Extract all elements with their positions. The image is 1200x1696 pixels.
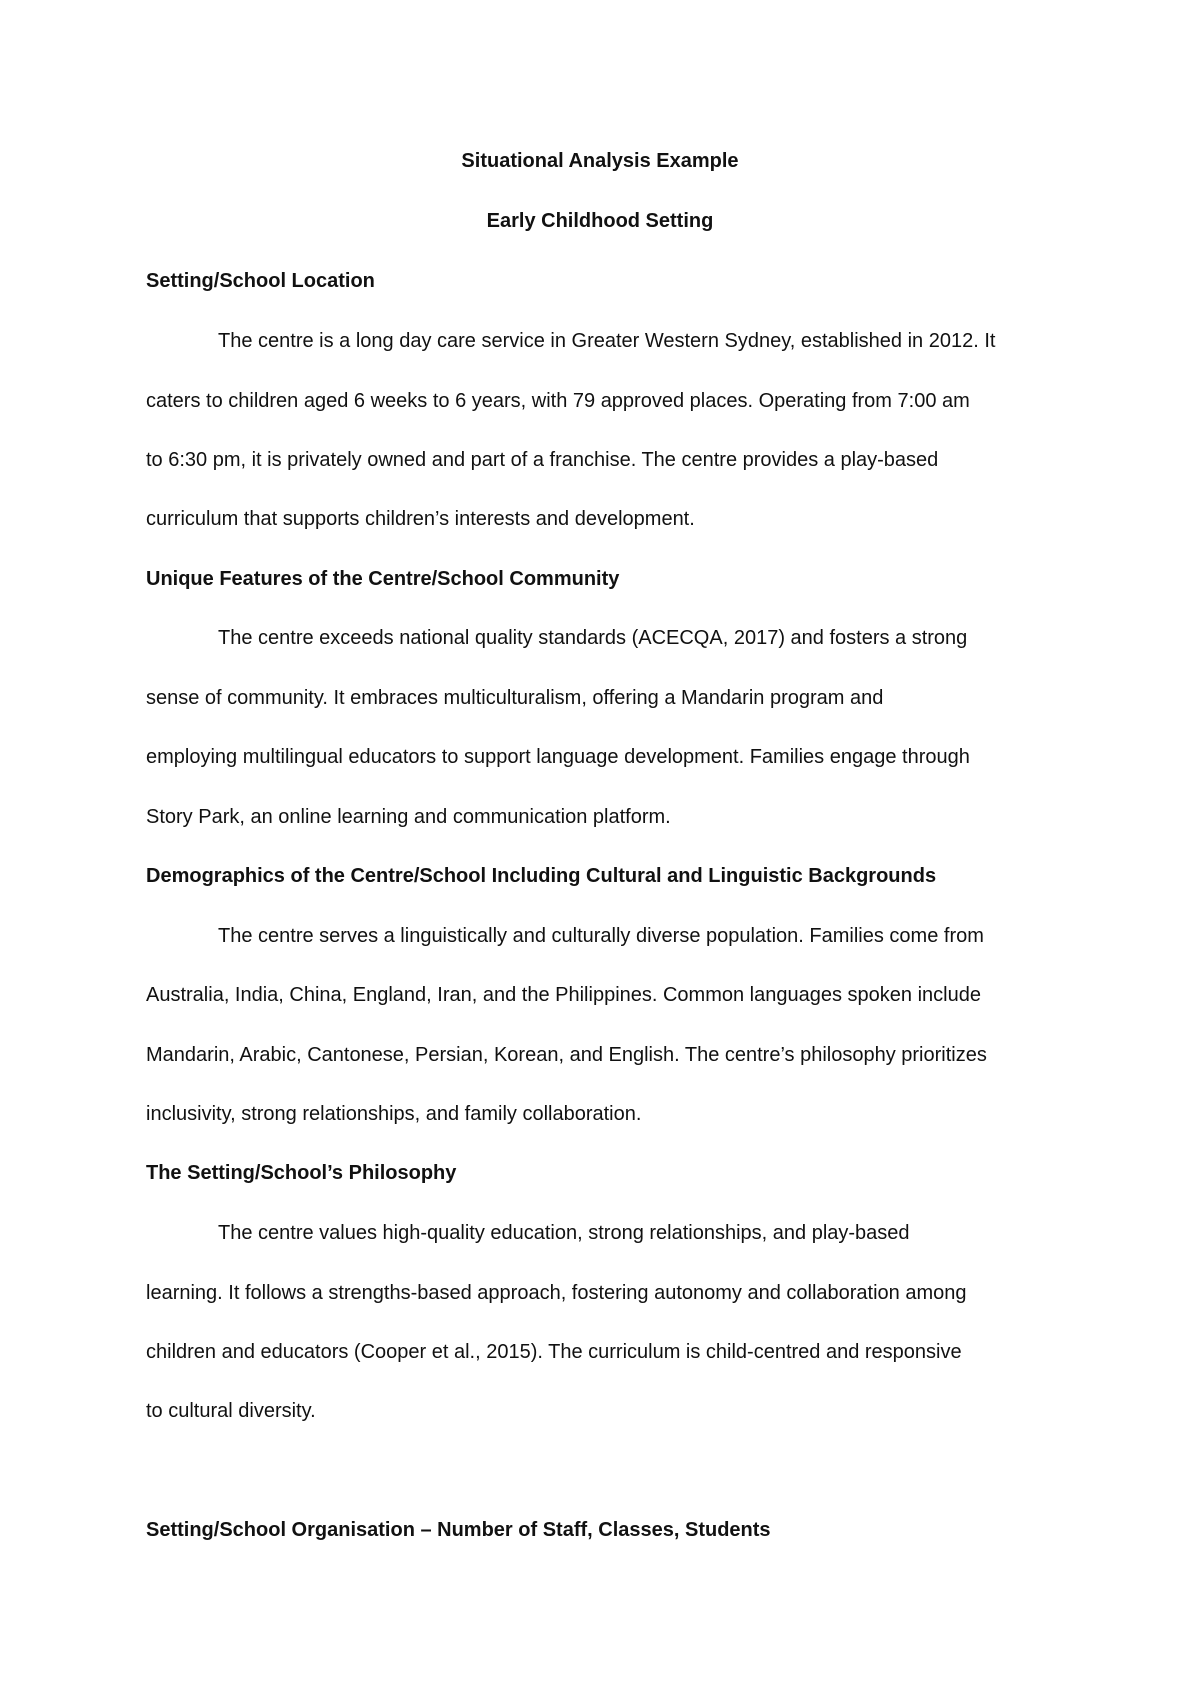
- paragraph-line: inclusivity, strong relationships, and family collaboration.: [146, 1103, 642, 1125]
- document-subtitle: Early Childhood Setting: [486, 210, 714, 232]
- paragraph-line: to 6:30 pm, it is privately owned and part of a franchise. The centre provides a play-based: [146, 449, 939, 471]
- paragraph-line: The centre serves a linguistically and culturally diverse population. Families come from: [218, 925, 984, 947]
- paragraph-line: The centre values high-quality education, strong relationships, and play-based: [218, 1222, 910, 1244]
- section-heading-organisation: Setting/School Organisation – Number of Staff, Classes, Students: [146, 1519, 771, 1541]
- paragraph-line: Australia, India, China, England, Iran, and the Philippines. Common languages spoken include: [146, 984, 981, 1006]
- paragraph-line: Mandarin, Arabic, Cantonese, Persian, Korean, and English. The centre’s philosophy prioritizes: [146, 1044, 987, 1066]
- paragraph-line: children and educators (Cooper et al., 2015). The curriculum is child-centred and responsive: [146, 1341, 962, 1363]
- paragraph-line: caters to children aged 6 weeks to 6 years, with 79 approved places. Operating from 7:00 am: [146, 390, 970, 412]
- section-heading-unique-features: Unique Features of the Centre/School Community: [146, 568, 620, 590]
- paragraph-line: to cultural diversity.: [146, 1400, 316, 1422]
- paragraph-line: The centre is a long day care service in Greater Western Sydney, established in 2012. It: [218, 330, 996, 352]
- paragraph-line: curriculum that supports children’s interests and development.: [146, 508, 695, 530]
- paragraph-line: learning. It follows a strengths-based approach, fostering autonomy and collaboration among: [146, 1282, 967, 1304]
- paragraph-line: sense of community. It embraces multiculturalism, offering a Mandarin program and: [146, 687, 884, 709]
- paragraph-line: employing multilingual educators to support language development. Families engage through: [146, 746, 970, 768]
- section-heading-location: Setting/School Location: [146, 270, 375, 292]
- section-heading-demographics: Demographics of the Centre/School Including Cultural and Linguistic Backgrounds: [146, 865, 937, 887]
- section-heading-philosophy: The Setting/School’s Philosophy: [146, 1162, 457, 1184]
- paragraph-line: Story Park, an online learning and communication platform.: [146, 806, 671, 828]
- document-title: Situational Analysis Example: [461, 150, 739, 172]
- paragraph-line: The centre exceeds national quality standards (ACECQA, 2017) and fosters a strong: [218, 627, 968, 649]
